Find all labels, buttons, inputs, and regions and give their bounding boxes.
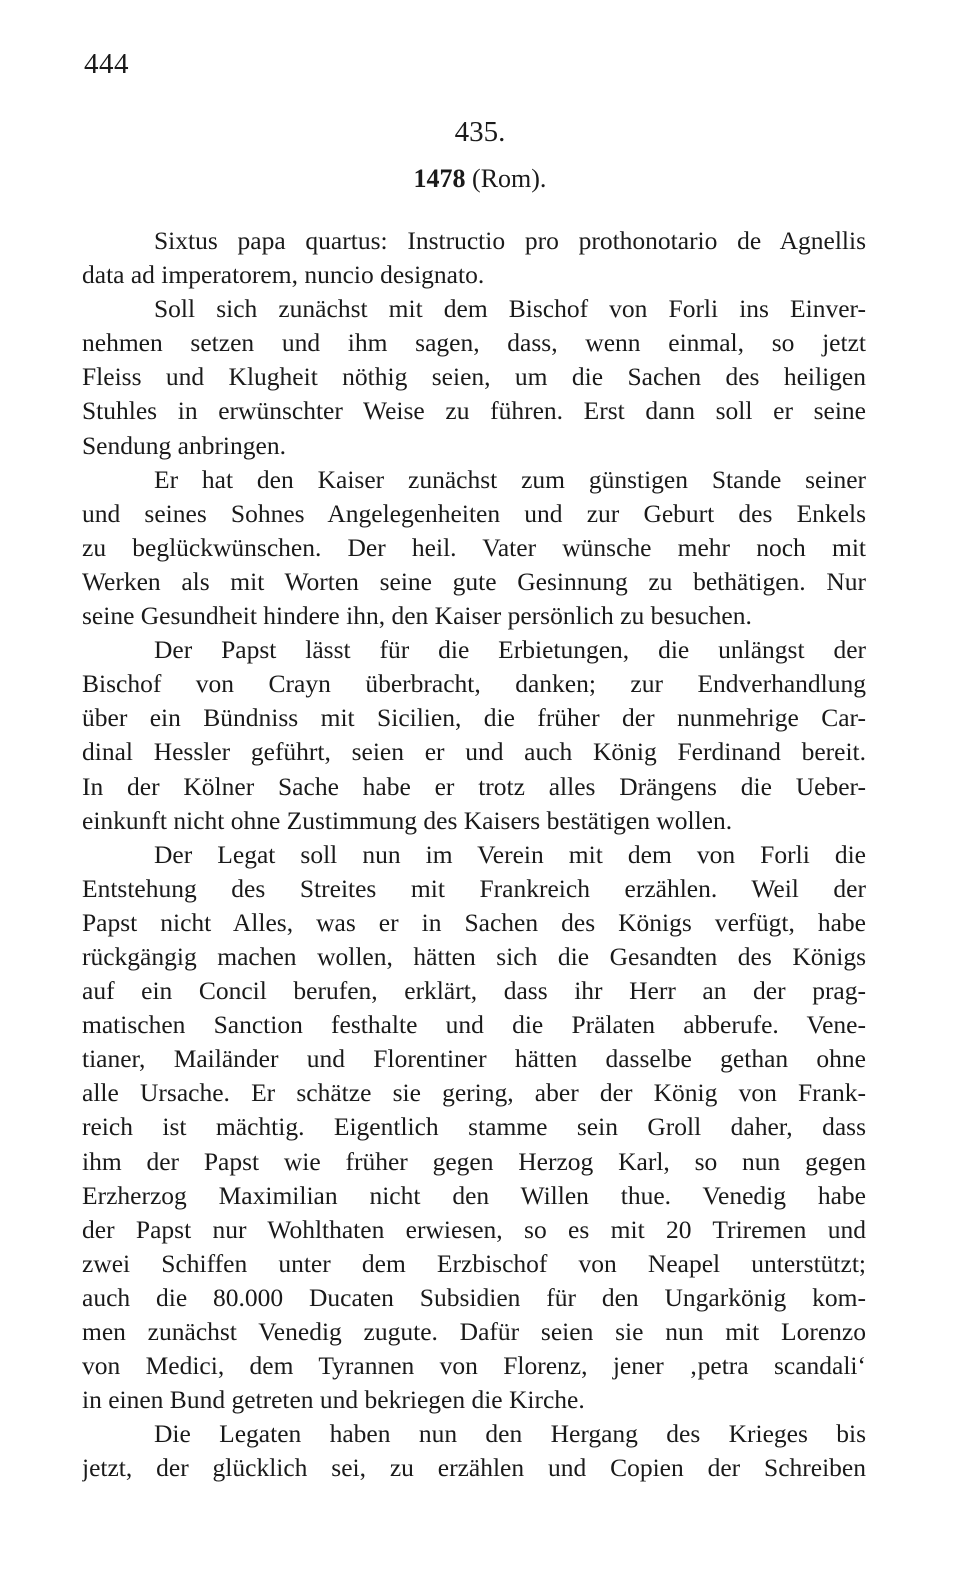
text-line: Erzherzog Maximilian nicht den Willen thue. Venedig habe <box>82 1180 866 1210</box>
text-line: tianer, Mailänder und Florentiner hätten dasselbe gethan ohne <box>82 1044 866 1074</box>
text-line: Bischof von Crayn überbracht, danken; zur Endverhandlung <box>82 669 866 699</box>
text-line: Papst nicht Alles, was er in Sachen des Königs verfügt, habe <box>82 907 866 937</box>
document-date <box>0 164 960 194</box>
page-number: 444 <box>84 48 129 80</box>
text-line: data ad imperatorem, nuncio designato. <box>82 260 485 290</box>
text-line: rückgängig machen wollen, hätten sich die Gesandten des Königs <box>82 941 866 971</box>
text-line: nehmen setzen und ihm sagen, dass, wenn einmal, so jetzt <box>82 328 866 358</box>
document-number: 435. <box>454 116 506 148</box>
text-line: und seines Sohnes Angelegenheiten und zur Geburt des Enkels <box>82 498 866 528</box>
text-line: Stuhles in erwünschter Weise zu führen. Erst dann soll er seine <box>82 396 866 426</box>
text-line: in einen Bund getreten und bekriegen die Kirche. <box>82 1385 585 1415</box>
body-text <box>82 224 866 1485</box>
text-line: Soll sich zunächst mit dem Bischof von Forli ins Einver- <box>154 294 866 324</box>
text-line: auch die 80.000 Ducaten Subsidien für den Ungarkönig kom- <box>82 1282 866 1312</box>
text-line: matischen Sanction festhalte und die Prälaten abberufe. Vene- <box>82 1010 866 1040</box>
text-line: Die Legaten haben nun den Hergang des Krieges bis <box>154 1419 866 1449</box>
text-line: reich ist mächtig. Eigentlich stamme sein Groll daher, dass <box>82 1112 866 1142</box>
text-line: ihm der Papst wie früher gegen Herzog Karl, so nun gegen <box>82 1146 866 1176</box>
text-line: jetzt, der glücklich sei, zu erzählen und Copien der Schreiben <box>82 1453 866 1483</box>
text-line: men zunächst Venedig zugute. Dafür seien sie nun mit Lorenzo <box>82 1317 866 1346</box>
text-line: dinal Hessler geführt, seien er und auch König Ferdinand bereit. <box>82 737 866 767</box>
text-line: zwei Schiffen unter dem Erzbischof von Neapel unterstützt; <box>82 1248 866 1278</box>
text-line: auf ein Concil berufen, erklärt, dass ihr Herr an der prag- <box>82 976 866 1006</box>
text-line: über ein Bündniss mit Sicilien, die früher der nunmehrige Car- <box>82 703 866 733</box>
text-line: von Medici, dem Tyrannen von Florenz, jener ‚petra scandali‘ <box>82 1351 866 1381</box>
text-line: Werken als mit Worten seine gute Gesinnung zu bethätigen. Nur <box>82 566 866 596</box>
text-line: Sendung anbringen. <box>82 430 286 460</box>
date-year: 1478 <box>413 164 466 193</box>
text-line: seine Gesundheit hindere ihn, den Kaiser persönlich zu besuchen. <box>82 601 752 631</box>
text-line: Entstehung des Streites mit Frankreich erzählen. Weil der <box>82 873 866 903</box>
text-line: der Papst nur Wohlthaten erwiesen, so es mit 20 Triremen und <box>82 1214 866 1244</box>
text-line: Der Legat soll nun im Verein mit dem von Forli die <box>154 839 866 869</box>
date-place: (Rom). <box>465 164 547 193</box>
text-line: Fleiss und Klugheit nöthig seien, um die Sachen des heiligen <box>82 362 866 392</box>
text-line: Sixtus papa quartus: Instructio pro prothonotario de Agnellis <box>154 226 866 255</box>
text-line: Er hat den Kaiser zunächst zum günstigen Stande seiner <box>154 464 866 494</box>
text-line: Der Papst lässt für die Erbietungen, die unlängst der <box>154 635 866 665</box>
text-line: zu beglückwünschen. Der heil. Vater wünsche mehr noch mit <box>82 532 866 562</box>
text-line: In der Kölner Sache habe er trotz alles Drängens die Ueber- <box>82 771 866 801</box>
text-line: einkunft nicht ohne Zustimmung des Kaisers bestätigen wollen. <box>82 805 733 835</box>
text-line: alle Ursache. Er schätze sie gering, aber der König von Frank- <box>82 1078 866 1108</box>
